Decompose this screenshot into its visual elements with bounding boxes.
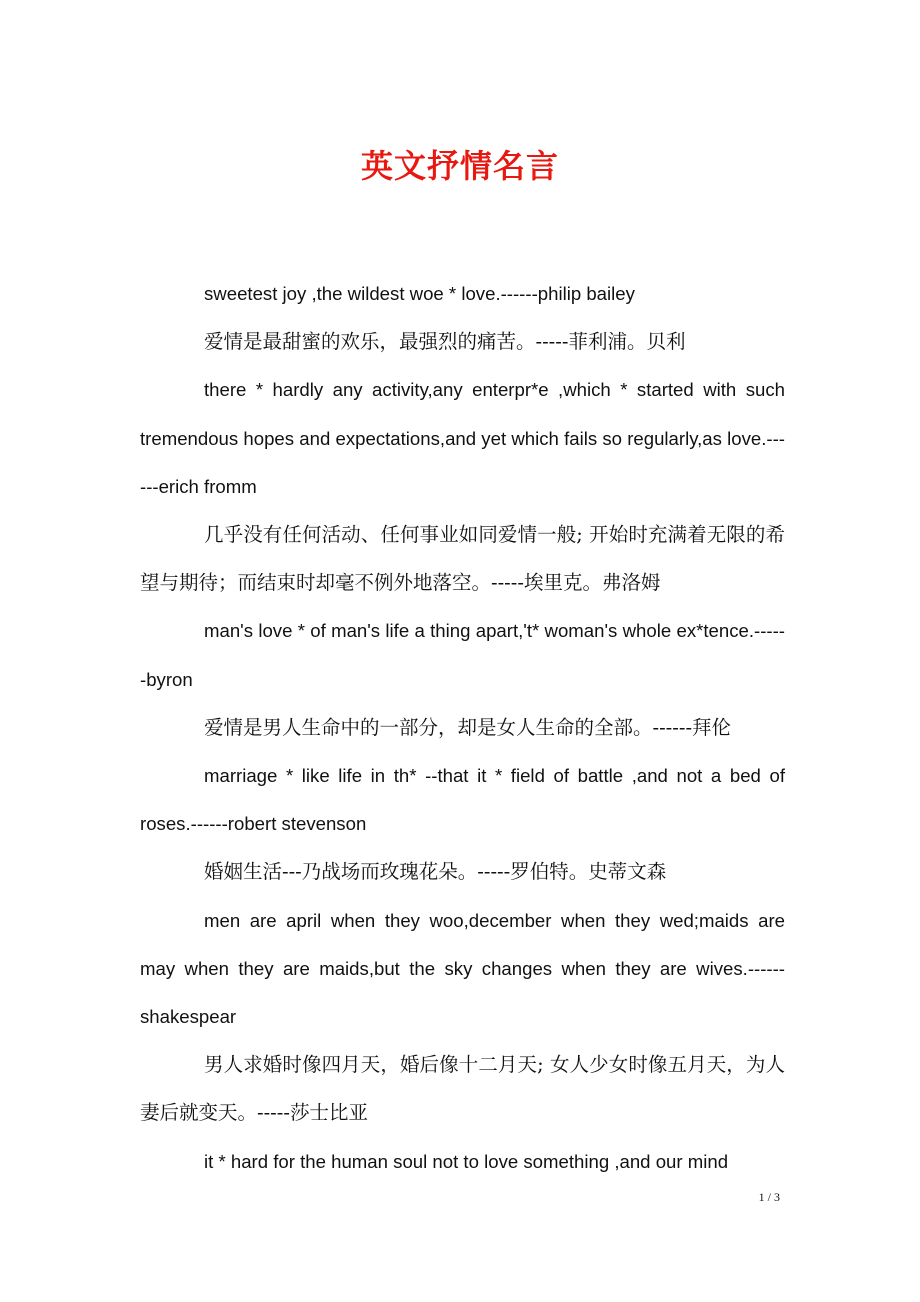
quote-paragraph: sweetest joy ,the wildest woe * love.------philip bailey <box>204 283 635 304</box>
document-title: 英文抒情名言 <box>360 147 559 185</box>
quote-paragraph: there * hardly any activity,any enterpr*e ,which * started with such tremendous hopes and expectations,and yet which fails so regularly,as love.------erich fromm <box>140 379 785 497</box>
quote-translation: 男人求婚时像四月天，婚后像十二月天; 女人少女时像五月天，为人妻后就变天。-----莎士比亚 <box>140 1053 785 1125</box>
document-body <box>140 270 785 1186</box>
quote-translation: 几乎没有任何活动、任何事业如同爱情一般; 开始时充满着无限的希望与期待；而结束时却毫不例外地落空。-----埃里克。弗洛姆 <box>140 523 785 595</box>
quote-translation: 爱情是男人生命中的一部分，却是女人生命的全部。------拜伦 <box>204 715 732 739</box>
page-number: 1 / 3 <box>758 1190 780 1204</box>
quote-paragraph: men are april when they woo,december when they wed;maids are may when they are maids,but the sky changes when they are wives.------shakespear <box>140 909 785 1028</box>
quote-paragraph: marriage * like life in th* --that it * field of battle ,and not a bed of roses.------robert stevenson <box>140 765 785 835</box>
quote-translation: 爱情是最甜蜜的欢乐，最强烈的痛苦。-----菲利浦。贝利 <box>204 330 686 354</box>
quote-translation: 婚姻生活---乃战场而玫瑰花朵。-----罗伯特。史蒂文森 <box>204 860 667 884</box>
quote-paragraph: it * hard for the human soul not to love something ,and our mind <box>204 1150 729 1172</box>
quote-paragraph: man's love * of man's life a thing apart,'t* woman's whole ex*tence.------byron <box>140 620 785 690</box>
